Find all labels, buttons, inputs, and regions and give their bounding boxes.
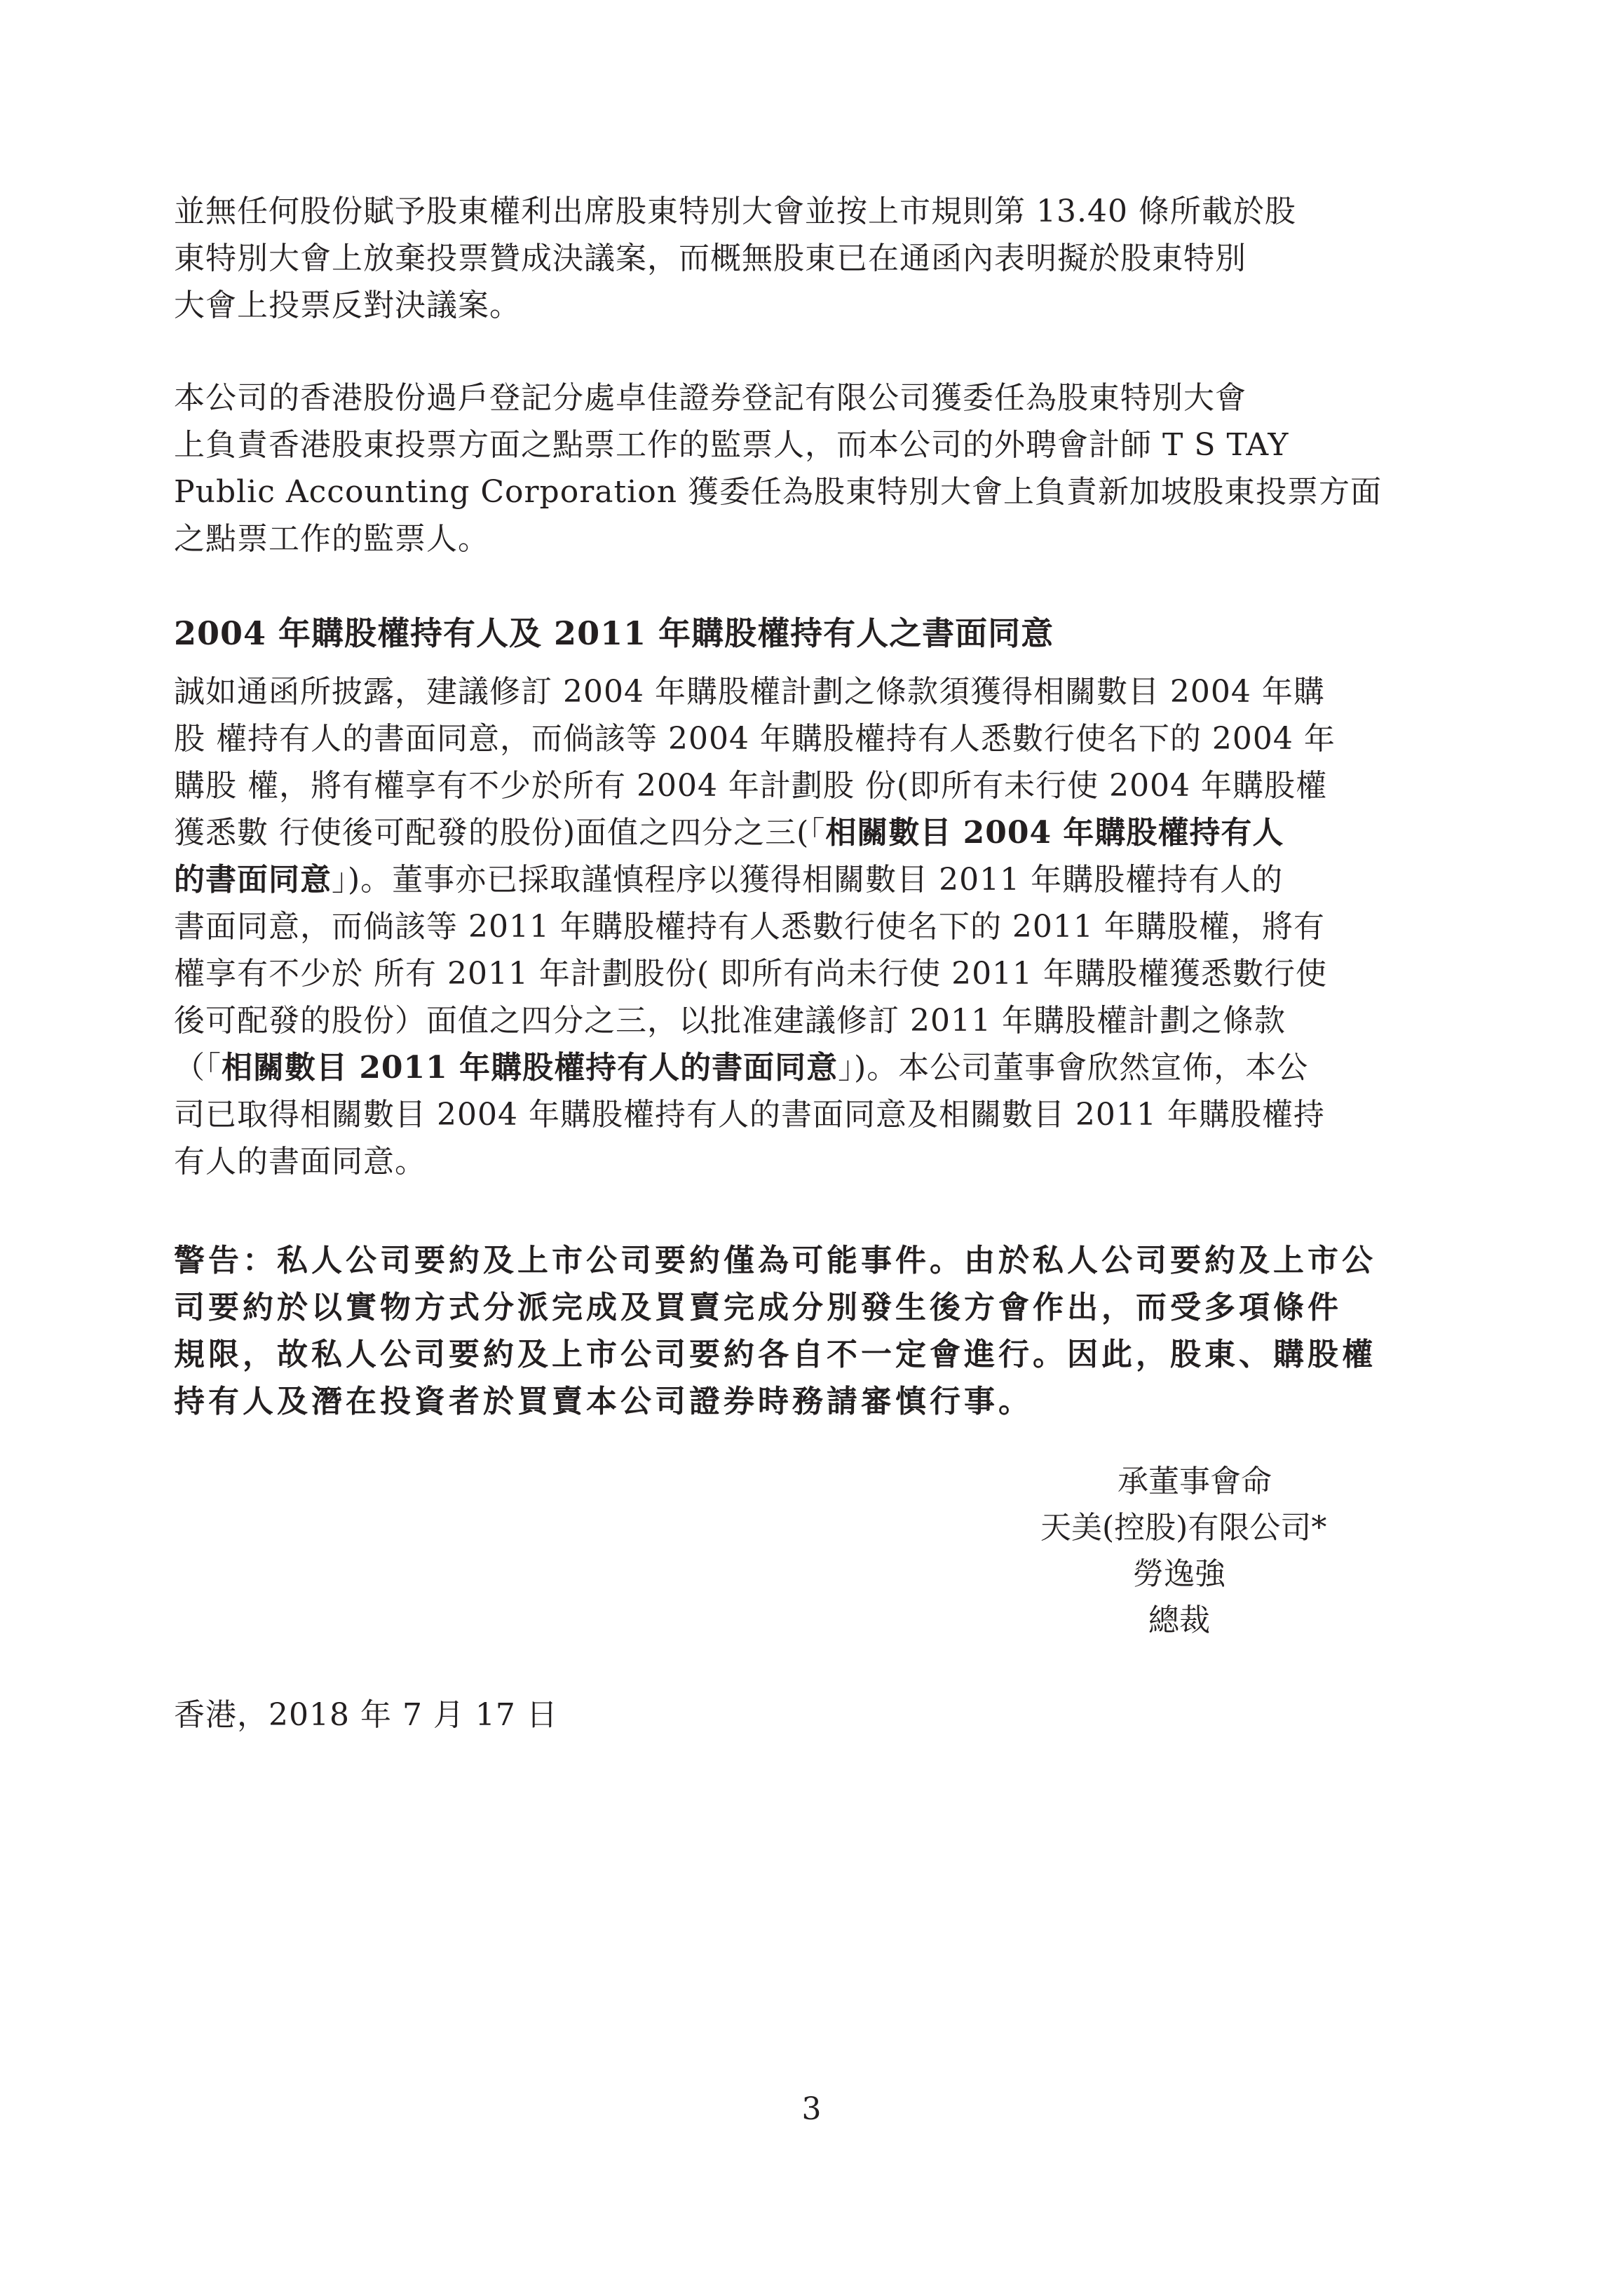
document-date: 香港，2018 年 7 月 17 日 <box>174 1697 558 1733</box>
defined-term: 的書面同意 <box>174 862 332 898</box>
signature-company: 天美(控股)有限公司* <box>1040 1510 1327 1546</box>
page-number: 3 <box>801 2091 822 2127</box>
text-line: 後可配發的股份）面值之四分之三，以批准建議修訂 2011 年購股權計劃之條款 <box>174 1003 1286 1039</box>
warning-paragraph <box>174 1237 1408 1425</box>
text-line: Public Accounting Corporation 獲委任為股東特別大會上負責新加坡股東投票方面 <box>174 474 1383 510</box>
signature-block <box>911 1459 1472 1644</box>
warning-line: 司要約於以實物方式分派完成及買賣完成分別發生後方會作出，而受多項條件 <box>174 1290 1342 1325</box>
signature-by-order: 承董事會命 <box>1118 1464 1272 1499</box>
text-line: 購股 權，將有權享有不少於所有 2004 年計劃股 份(即所有未行使 2004 年購股權 <box>174 768 1328 804</box>
text-line: 本公司的香港股份過戶登記分處卓佳證券登記有限公司獲委任為股東特別大會 <box>174 380 1247 416</box>
warning-line: 規限，故私人公司要約及上市公司要約各自不一定會進行。因此，股東、購股權 <box>174 1337 1376 1372</box>
text-line: 股 權持有人的書面同意，而倘該等 2004 年購股權持有人悉數行使名下的 2004 年 <box>174 721 1336 757</box>
section-heading: 2004 年購股權持有人及 2011 年購股權持有人之書面同意 <box>174 614 1054 652</box>
text-line: 大會上投票反對決議案。 <box>174 288 521 323</box>
text-line: 誠如通函所披露，建議修訂 2004 年購股權計劃之條款須獲得相關數目 2004 年購 <box>174 674 1325 710</box>
text-line: 並無任何股份賦予股東權利出席股東特別大會並按上市規則第 13.40 條所載於股 <box>174 194 1296 229</box>
warning-line: 警告：私人公司要約及上市公司要約僅為可能事件。由於私人公司要約及上市公 <box>174 1243 1376 1278</box>
text-line: 司已取得相關數目 2004 年購股權持有人的書面同意及相關數目 2011 年購股權持 <box>174 1097 1325 1133</box>
text-line: 有人的書面同意。 <box>174 1144 426 1180</box>
signature-title: 總裁 <box>1148 1602 1210 1638</box>
text-line <box>174 856 1408 903</box>
paragraph-voting-abstention <box>174 188 1408 329</box>
text-line <box>174 809 1408 856</box>
warning-line: 持有人及潛在投資者於買賣本公司證券時務請審慎行事。 <box>174 1384 1033 1419</box>
defined-term: 相關數目 2004 年購股權持有人 <box>825 815 1284 851</box>
text-run: 」)。本公司董事會欣然宣佈，本公 <box>838 1050 1309 1086</box>
defined-term: 相關數目 2011 年購股權持有人的書面同意 <box>222 1050 838 1086</box>
text-line <box>174 1044 1408 1091</box>
text-run: （「 <box>174 1050 222 1086</box>
text-line: 東特別大會上放棄投票贊成決議案，而概無股東已在通函內表明擬於股東特別 <box>174 241 1247 276</box>
text-line: 上負責香港股東投票方面之點票工作的監票人，而本公司的外聘會計師 T S TAY <box>174 427 1289 463</box>
text-line: 權享有不少於 所有 2011 年計劃股份( 即所有尚未行使 2011 年購股權獲悉數行使 <box>174 956 1328 992</box>
text-line: 書面同意，而倘該等 2011 年購股權持有人悉數行使名下的 2011 年購股權，將有 <box>174 909 1325 945</box>
paragraph-scrutineers <box>174 374 1408 562</box>
text-run: 」)。董事亦已採取謹慎程序以獲得相關數目 2011 年購股權持有人的 <box>332 862 1284 898</box>
text-run: 獲悉數 行使後可配發的股份)面值之四分之三(「 <box>174 815 826 851</box>
signature-name: 勞逸強 <box>1133 1556 1225 1592</box>
text-line: 之點票工作的監票人。 <box>174 521 489 557</box>
paragraph-written-consents <box>174 668 1408 1185</box>
